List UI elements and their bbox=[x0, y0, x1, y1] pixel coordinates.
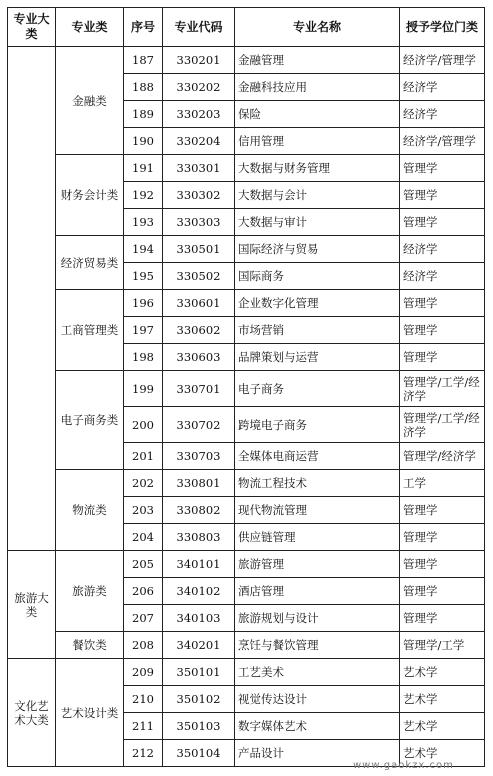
cell-code: 330502 bbox=[163, 263, 235, 290]
cell-name: 视觉传达设计 bbox=[235, 686, 400, 713]
cell-degree: 管理学 bbox=[400, 497, 485, 524]
cell-seq: 192 bbox=[124, 182, 163, 209]
table-row bbox=[8, 632, 485, 659]
cell-seq: 193 bbox=[124, 209, 163, 236]
category-finance-trade bbox=[8, 47, 56, 551]
cell-name: 旅游管理 bbox=[235, 551, 400, 578]
major-catalog-table bbox=[7, 7, 485, 767]
cell-degree: 管理学 bbox=[400, 155, 485, 182]
cell-code: 350103 bbox=[163, 713, 235, 740]
cell-degree: 经济学 bbox=[400, 263, 485, 290]
cell-code: 330302 bbox=[163, 182, 235, 209]
cell-name: 信用管理 bbox=[235, 128, 400, 155]
table-row bbox=[8, 290, 485, 317]
table-row bbox=[8, 155, 485, 182]
cell-code: 330803 bbox=[163, 524, 235, 551]
cell-degree: 管理学/工学/经济学 bbox=[400, 371, 485, 407]
header-major-class: 专业类 bbox=[56, 8, 124, 47]
cell-seq: 207 bbox=[124, 605, 163, 632]
cell-degree: 艺术学 bbox=[400, 686, 485, 713]
class-tourism: 旅游类 bbox=[56, 551, 124, 632]
header-name: 专业名称 bbox=[235, 8, 400, 47]
cell-code: 350102 bbox=[163, 686, 235, 713]
cell-seq: 190 bbox=[124, 128, 163, 155]
class-trade: 经济贸易类 bbox=[56, 236, 124, 290]
cell-name: 电子商务 bbox=[235, 371, 400, 407]
cell-name: 烹饪与餐饮管理 bbox=[235, 632, 400, 659]
cell-seq: 194 bbox=[124, 236, 163, 263]
cell-code: 340102 bbox=[163, 578, 235, 605]
cell-code: 340101 bbox=[163, 551, 235, 578]
cell-seq: 209 bbox=[124, 659, 163, 686]
cell-seq: 195 bbox=[124, 263, 163, 290]
cell-degree: 管理学 bbox=[400, 344, 485, 371]
cell-name: 现代物流管理 bbox=[235, 497, 400, 524]
class-business: 工商管理类 bbox=[56, 290, 124, 371]
cell-seq: 198 bbox=[124, 344, 163, 371]
cell-seq: 196 bbox=[124, 290, 163, 317]
header-major-category: 专业大类 bbox=[8, 8, 56, 47]
cell-name: 产品设计 bbox=[235, 740, 400, 767]
cell-degree: 管理学 bbox=[400, 578, 485, 605]
cell-degree: 艺术学 bbox=[400, 713, 485, 740]
cell-name: 大数据与财务管理 bbox=[235, 155, 400, 182]
cell-seq: 206 bbox=[124, 578, 163, 605]
cell-degree: 管理学 bbox=[400, 605, 485, 632]
cell-degree: 管理学/经济学 bbox=[400, 443, 485, 470]
cell-code: 330301 bbox=[163, 155, 235, 182]
cell-name: 企业数字化管理 bbox=[235, 290, 400, 317]
cell-seq: 212 bbox=[124, 740, 163, 767]
cell-name: 供应链管理 bbox=[235, 524, 400, 551]
cell-code: 330703 bbox=[163, 443, 235, 470]
cell-degree: 管理学 bbox=[400, 551, 485, 578]
cell-code: 330202 bbox=[163, 74, 235, 101]
cell-seq: 205 bbox=[124, 551, 163, 578]
cell-code: 330201 bbox=[163, 47, 235, 74]
cell-name: 物流工程技术 bbox=[235, 470, 400, 497]
cell-seq: 200 bbox=[124, 407, 163, 443]
table-row bbox=[8, 371, 485, 407]
cell-code: 330602 bbox=[163, 317, 235, 344]
cell-degree: 经济学 bbox=[400, 236, 485, 263]
cell-degree: 管理学 bbox=[400, 182, 485, 209]
cell-code: 340201 bbox=[163, 632, 235, 659]
cell-seq: 203 bbox=[124, 497, 163, 524]
cell-degree: 艺术学 bbox=[400, 659, 485, 686]
table-row bbox=[8, 47, 485, 74]
cell-name: 保险 bbox=[235, 101, 400, 128]
cell-degree: 管理学 bbox=[400, 290, 485, 317]
cell-degree: 管理学 bbox=[400, 317, 485, 344]
cell-seq: 204 bbox=[124, 524, 163, 551]
cell-code: 330802 bbox=[163, 497, 235, 524]
watermark-text: www.gaokzx.com bbox=[353, 760, 454, 771]
cell-name: 大数据与审计 bbox=[235, 209, 400, 236]
cell-seq: 197 bbox=[124, 317, 163, 344]
table-row bbox=[8, 659, 485, 686]
cell-degree: 经济学/管理学 bbox=[400, 128, 485, 155]
class-catering: 餐饮类 bbox=[56, 632, 124, 659]
table-row bbox=[8, 551, 485, 578]
cell-seq: 201 bbox=[124, 443, 163, 470]
class-ecommerce: 电子商务类 bbox=[56, 371, 124, 470]
header-degree: 授予学位门类 bbox=[400, 8, 485, 47]
class-art-design: 艺术设计类 bbox=[56, 659, 124, 767]
cell-name: 国际经济与贸易 bbox=[235, 236, 400, 263]
header-seq: 序号 bbox=[124, 8, 163, 47]
cell-name: 品牌策划与运营 bbox=[235, 344, 400, 371]
cell-name: 国际商务 bbox=[235, 263, 400, 290]
header-row bbox=[8, 8, 485, 47]
cell-code: 330702 bbox=[163, 407, 235, 443]
cell-degree: 艺术学 bbox=[400, 740, 485, 767]
cell-degree: 经济学 bbox=[400, 101, 485, 128]
table-row bbox=[8, 236, 485, 263]
category-tourism: 旅游大类 bbox=[8, 551, 56, 659]
cell-code: 330203 bbox=[163, 101, 235, 128]
cell-code: 330801 bbox=[163, 470, 235, 497]
header-code: 专业代码 bbox=[163, 8, 235, 47]
cell-code: 330601 bbox=[163, 290, 235, 317]
cell-name: 全媒体电商运营 bbox=[235, 443, 400, 470]
category-culture-art: 文化艺术大类 bbox=[8, 659, 56, 767]
cell-degree: 管理学 bbox=[400, 209, 485, 236]
cell-degree: 经济学 bbox=[400, 74, 485, 101]
cell-degree: 管理学/工学/经济学 bbox=[400, 407, 485, 443]
cell-code: 330501 bbox=[163, 236, 235, 263]
cell-seq: 210 bbox=[124, 686, 163, 713]
cell-seq: 188 bbox=[124, 74, 163, 101]
cell-degree: 管理学/工学 bbox=[400, 632, 485, 659]
cell-code: 330303 bbox=[163, 209, 235, 236]
cell-name: 数字媒体艺术 bbox=[235, 713, 400, 740]
cell-code: 330204 bbox=[163, 128, 235, 155]
cell-code: 330603 bbox=[163, 344, 235, 371]
class-finance: 金融类 bbox=[56, 47, 124, 155]
cell-seq: 189 bbox=[124, 101, 163, 128]
cell-seq: 202 bbox=[124, 470, 163, 497]
class-accounting: 财务会计类 bbox=[56, 155, 124, 236]
cell-name: 工艺美术 bbox=[235, 659, 400, 686]
cell-name: 酒店管理 bbox=[235, 578, 400, 605]
cell-code: 350104 bbox=[163, 740, 235, 767]
cell-degree: 经济学/管理学 bbox=[400, 47, 485, 74]
cell-name: 金融管理 bbox=[235, 47, 400, 74]
cell-name: 旅游规划与设计 bbox=[235, 605, 400, 632]
cell-seq: 211 bbox=[124, 713, 163, 740]
class-logistics: 物流类 bbox=[56, 470, 124, 551]
cell-name: 大数据与会计 bbox=[235, 182, 400, 209]
cell-name: 跨境电子商务 bbox=[235, 407, 400, 443]
cell-code: 330701 bbox=[163, 371, 235, 407]
cell-code: 340103 bbox=[163, 605, 235, 632]
cell-seq: 187 bbox=[124, 47, 163, 74]
cell-seq: 199 bbox=[124, 371, 163, 407]
cell-seq: 191 bbox=[124, 155, 163, 182]
cell-name: 金融科技应用 bbox=[235, 74, 400, 101]
cell-degree: 管理学 bbox=[400, 524, 485, 551]
cell-name: 市场营销 bbox=[235, 317, 400, 344]
table-row bbox=[8, 470, 485, 497]
cell-degree: 工学 bbox=[400, 470, 485, 497]
cell-code: 350101 bbox=[163, 659, 235, 686]
cell-seq: 208 bbox=[124, 632, 163, 659]
